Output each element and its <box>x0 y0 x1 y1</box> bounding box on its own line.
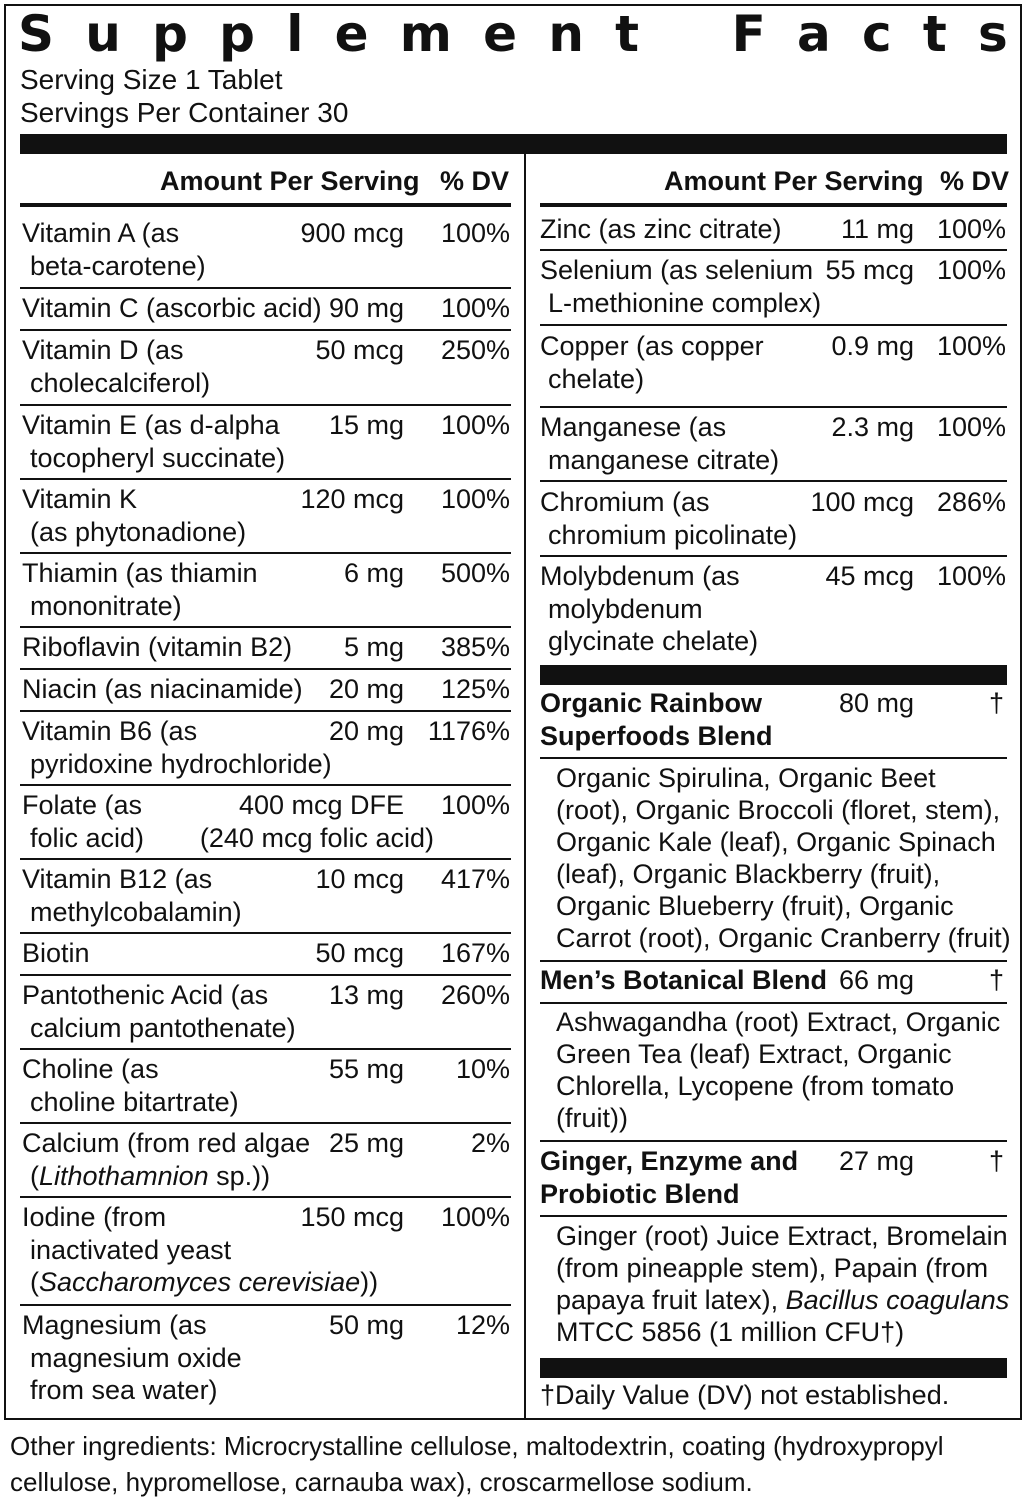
blend-rule <box>540 960 1007 962</box>
name-line-2: (as phytonadione) <box>30 516 247 547</box>
name-line-2: chromium picolinate) <box>548 519 798 550</box>
name-line-2: tocopheryl succinate) <box>30 442 286 473</box>
nutrient-name <box>22 673 303 706</box>
nutrient-name <box>540 411 779 476</box>
name-line-2: pyridoxine hydrochloride) <box>30 748 332 779</box>
dv-footnote: †Daily Value (DV) not established. <box>540 1380 950 1410</box>
title-letter: t <box>922 5 947 63</box>
title-letter: a <box>796 5 831 63</box>
amount-per-serving: 2.3 mg <box>831 412 914 442</box>
name-line-1: Vitamin A (as <box>22 218 180 248</box>
name-line-1: Riboflavin (vitamin B2) <box>22 632 293 662</box>
title-letter: e <box>483 5 518 63</box>
title-letter: m <box>399 5 452 63</box>
nutrient-name <box>22 1309 242 1407</box>
name-line-2: L-methionine complex) <box>548 287 822 318</box>
name-line-2: cholecalciferol) <box>30 367 211 398</box>
title-letter: s <box>978 5 1008 63</box>
serving-size: Serving Size 1 Tablet <box>20 64 283 95</box>
left-header-dv: % DV <box>440 166 510 196</box>
name-line-1: Copper (as copper <box>540 331 764 361</box>
nutrient-name <box>22 631 292 664</box>
amount-per-serving: 150 mcg <box>300 1202 404 1232</box>
blend-name-line-1: Men’s Botanical Blend <box>540 965 828 995</box>
percent-dv: 100% <box>440 218 510 248</box>
ingredient-line: (fruit)) <box>556 1103 628 1133</box>
percent-dv: 2% <box>470 1128 510 1158</box>
ingredient-line: Ashwagandha (root) Extract, Organic <box>556 1007 1001 1037</box>
dagger-mark: † <box>988 1146 1004 1176</box>
blend-rule <box>540 1215 1007 1217</box>
title-letter: n <box>548 5 584 63</box>
ingredient-line: Green Tea (leaf) Extract, Organic <box>556 1039 952 1069</box>
title-letter: p <box>152 5 188 63</box>
amount-per-serving: 55 mcg <box>825 255 914 285</box>
right-header-rule <box>540 203 1007 207</box>
percent-dv: 260% <box>440 980 510 1010</box>
name-line-2: choline bitartrate) <box>30 1086 239 1117</box>
row-rule <box>20 710 511 712</box>
nutrient-name <box>22 979 296 1044</box>
row-rule <box>20 1048 511 1050</box>
row-rule <box>540 324 1007 326</box>
blend-amount: 27 mg <box>838 1146 914 1176</box>
scientific-name: Lithothamnion <box>39 1160 209 1191</box>
blend-name-line-2: Probiotic Blend <box>540 1178 740 1209</box>
name-line-2: folic acid) <box>30 822 145 853</box>
right-header-dv: % DV <box>940 166 1010 196</box>
ingredient-line: Organic Spirulina, Organic Beet <box>556 763 936 793</box>
title-letter: F <box>731 5 766 63</box>
row-rule <box>20 1196 511 1198</box>
blend-name <box>540 687 773 752</box>
blend-name-line-1: Organic Rainbow <box>540 688 763 718</box>
blend-ingredients <box>556 1006 1000 1134</box>
nutrient-name <box>22 334 210 399</box>
nutrient-name <box>22 409 285 474</box>
row-rule <box>20 974 511 976</box>
name-line-2: (Lithothamnion sp.)) <box>30 1160 271 1191</box>
row-rule <box>540 480 1007 482</box>
name-line-1: Vitamin D (as <box>22 335 184 365</box>
title-letter: p <box>219 5 255 63</box>
percent-dv: 1176% <box>427 716 510 746</box>
ingredient-line: Organic Blueberry (fruit), Organic <box>556 891 954 921</box>
other-ingredients: Other ingredients: Microcrystalline cellulose, maltodextrin, coating (hydroxypropyl cellulose, hypromellose, carnauba wax), croscarmellose sodium. <box>10 1431 944 1497</box>
ingredient-line: Carrot (root), Organic Cranberry (fruit) <box>556 923 1011 953</box>
blend-name <box>540 1145 798 1210</box>
dagger-mark: † <box>988 688 1004 718</box>
amount-per-serving: 90 mg <box>328 293 404 323</box>
name-line-1: Vitamin B6 (as <box>22 716 198 746</box>
nutrient-name <box>22 217 206 282</box>
nutrient-name <box>22 292 322 325</box>
ingredient-line: (root), Organic Broccoli (floret, stem), <box>556 795 1001 825</box>
row-rule <box>20 858 511 860</box>
amount-per-serving: 50 mcg <box>315 335 404 365</box>
amount-per-serving: 13 mg <box>328 980 404 1010</box>
amount-per-serving: 6 mg <box>343 558 404 588</box>
title-letter: c <box>861 5 892 63</box>
percent-dv: 100% <box>440 790 510 820</box>
name-line-1: Calcium (from red algae <box>22 1128 311 1158</box>
percent-dv: 100% <box>936 412 1006 442</box>
scientific-name: Saccharomyces cerevisiae <box>39 1267 361 1297</box>
percent-dv: 100% <box>936 331 1006 361</box>
nutrient-name <box>22 557 258 622</box>
percent-dv: 100% <box>440 1202 510 1232</box>
ingredient-line: Organic Kale (leaf), Organic Spinach <box>556 827 996 857</box>
left-header-amount: Amount Per Serving <box>160 166 420 196</box>
title-letter: e <box>334 5 369 63</box>
percent-dv: 100% <box>440 293 510 323</box>
amount-per-serving: 50 mg <box>328 1310 404 1340</box>
name-line-3: from sea water) <box>30 1375 218 1405</box>
blend-rule <box>540 1002 1007 1004</box>
blend-name-line-2: Superfoods Blend <box>540 720 773 751</box>
panel-title <box>18 4 1008 64</box>
row-rule <box>20 329 511 331</box>
amount-per-serving: 55 mg <box>328 1054 404 1084</box>
title-letter: l <box>286 5 304 63</box>
percent-dv: 100% <box>936 561 1006 591</box>
name-line-1: Manganese (as <box>540 412 727 442</box>
row-rule <box>20 784 511 786</box>
name-line-1: Niacin (as niacinamide) <box>22 674 303 704</box>
percent-dv: 100% <box>440 410 510 440</box>
name-line-1: Pantothenic Acid (as <box>22 980 269 1010</box>
name-line-1: Selenium (as selenium <box>540 255 814 285</box>
title-letter: u <box>85 5 121 63</box>
blend-ingredients <box>556 1220 1009 1348</box>
name-line-1: Vitamin C (ascorbic acid) <box>22 293 322 323</box>
amount-per-serving: 900 mcg <box>300 218 404 248</box>
name-line-2: mononitrate) <box>30 590 182 621</box>
ingredient-line: Chlorella, Lycopene (from tomato <box>556 1071 955 1101</box>
name-line-1: Magnesium (as <box>22 1310 207 1340</box>
blend-rule <box>540 1140 1007 1142</box>
nutrient-name <box>22 789 144 854</box>
name-line-1: Vitamin K <box>22 484 138 514</box>
name-line-1: Choline (as <box>22 1054 159 1084</box>
row-rule <box>20 1304 511 1306</box>
nutrient-name <box>22 863 242 928</box>
ingredient-line: (leaf), Organic Blackberry (fruit), <box>556 859 941 889</box>
name-line-1: Folate (as <box>22 790 143 820</box>
left-header-rule <box>20 203 511 207</box>
blend-name <box>540 964 827 997</box>
name-line-1: Chromium (as <box>540 487 710 517</box>
percent-dv: 286% <box>936 487 1006 517</box>
amount-per-serving: 45 mcg <box>825 561 914 591</box>
percent-dv: 385% <box>440 632 510 662</box>
scientific-name: Bacillus coagulans <box>785 1285 1010 1315</box>
row-rule <box>20 626 511 628</box>
name-line-2: inactivated yeast <box>30 1234 232 1265</box>
name-line-2: magnesium oxide <box>30 1342 242 1373</box>
row-rule <box>20 1122 511 1124</box>
amount-per-serving: 5 mg <box>343 632 404 662</box>
right-header-amount: Amount Per Serving <box>664 166 924 196</box>
amount-per-serving: 10 mcg <box>315 864 404 894</box>
percent-dv: 500% <box>440 558 510 588</box>
ingredient-line: papaya fruit latex), Bacillus coagulans <box>556 1285 1010 1315</box>
nutrient-name <box>22 1127 310 1192</box>
percent-dv: 250% <box>440 335 510 365</box>
name-line-3: (Saccharomyces cerevisiae)) <box>30 1267 379 1297</box>
nutrient-name <box>22 1053 239 1118</box>
name-line-3: glycinate chelate) <box>548 626 759 656</box>
ingredient-line: MTCC 5856 (1 million CFU†) <box>556 1317 905 1347</box>
row-rule <box>20 478 511 480</box>
amount-per-serving: 11 mg <box>840 214 914 244</box>
percent-dv: 100% <box>936 255 1006 285</box>
percent-dv: 100% <box>936 214 1006 244</box>
nutrient-name <box>540 330 764 395</box>
percent-dv: 417% <box>440 864 510 894</box>
amount-per-serving: 25 mg <box>328 1128 404 1158</box>
percent-dv: 125% <box>440 674 510 704</box>
nutrient-name <box>22 483 246 548</box>
name-line-2: chelate) <box>548 363 645 394</box>
nutrient-name <box>540 254 821 319</box>
amount-per-serving: 15 mg <box>328 410 404 440</box>
row-rule <box>20 552 511 554</box>
thick-rule-bottom <box>540 1358 1007 1378</box>
name-line-1: Zinc (as zinc citrate) <box>540 214 782 244</box>
name-line-1: Thiamin (as thiamin <box>22 558 258 588</box>
amount-per-serving: 20 mg <box>328 674 404 704</box>
row-rule <box>540 249 1007 251</box>
name-line-2: beta-carotene) <box>30 250 206 281</box>
blend-ingredients <box>556 762 1011 954</box>
blend-rule <box>540 757 1007 759</box>
row-rule <box>540 406 1007 408</box>
nutrient-name <box>540 213 782 246</box>
percent-dv: 12% <box>455 1310 510 1340</box>
row-rule <box>540 555 1007 557</box>
ingredient-line: (from pineapple stem), Papain (from <box>556 1253 989 1283</box>
amount-per-serving: 400 mcg DFE <box>238 790 404 820</box>
dagger-mark: † <box>988 965 1004 995</box>
thick-rule-blends <box>540 665 1007 685</box>
nutrient-name <box>540 486 797 551</box>
amount-per-serving: 20 mg <box>328 716 404 746</box>
nutrient-name <box>22 937 90 970</box>
amount-per-serving: 100 mcg <box>810 487 914 517</box>
percent-dv: 167% <box>440 938 510 968</box>
nutrient-name <box>540 560 758 658</box>
amount-per-serving: 50 mcg <box>315 938 404 968</box>
ingredient-line: Ginger (root) Juice Extract, Bromelain <box>556 1221 1008 1251</box>
name-line-1: Iodine (from <box>22 1202 167 1232</box>
name-line-1: Vitamin B12 (as <box>22 864 213 894</box>
column-divider <box>524 153 526 1418</box>
name-line-2: calcium pantothenate) <box>30 1012 296 1043</box>
blend-amount: 66 mg <box>838 965 914 995</box>
row-rule <box>20 287 511 289</box>
row-rule <box>20 404 511 406</box>
name-line-2: methylcobalamin) <box>30 896 242 927</box>
blend-amount: 80 mg <box>838 688 914 718</box>
amount-secondary: (240 mcg folic acid) <box>199 822 434 853</box>
name-line-1: Biotin <box>22 938 90 968</box>
name-line-2: manganese citrate) <box>548 444 780 475</box>
thick-rule-top <box>20 134 1007 154</box>
amount-per-serving: 0.9 mg <box>831 331 914 361</box>
title-letter: t <box>615 5 640 63</box>
name-line-2: molybdenum <box>548 593 703 624</box>
row-rule <box>20 932 511 934</box>
amount-per-serving: 120 mcg <box>300 484 404 514</box>
blend-name-line-1: Ginger, Enzyme and <box>540 1146 799 1176</box>
servings-per-container: Servings Per Container 30 <box>20 97 349 128</box>
row-rule <box>20 668 511 670</box>
title-letter: S <box>18 5 55 63</box>
name-line-1: Molybdenum (as <box>540 561 740 591</box>
nutrient-name <box>22 715 332 780</box>
percent-dv: 10% <box>455 1054 510 1084</box>
percent-dv: 100% <box>440 484 510 514</box>
name-line-1: Vitamin E (as d-alpha <box>22 410 280 440</box>
